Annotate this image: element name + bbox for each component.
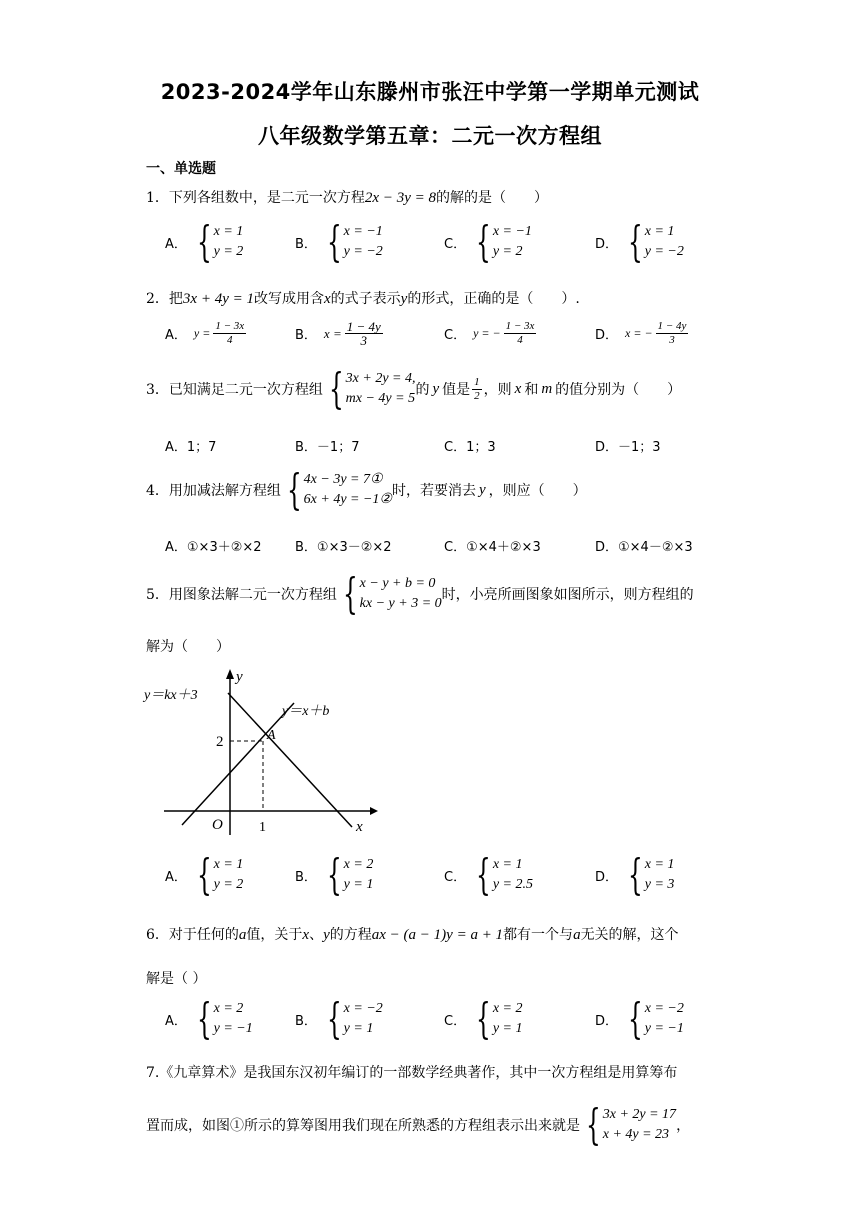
tick-x-1: 1: [259, 820, 266, 835]
question-6-line2: 解是（ ）: [146, 971, 207, 987]
q4-option-c[interactable]: C．①×4＋②×3: [444, 540, 541, 555]
q5-graph: [140, 665, 380, 845]
q5-option-c[interactable]: C． { x = 1 y = 2.5: [444, 850, 533, 899]
q3-option-b[interactable]: B．－1；7: [295, 440, 360, 455]
q1-option-b[interactable]: B． { x = −1 y = −2: [295, 217, 383, 266]
q3-option-c[interactable]: C．1；3: [444, 440, 496, 455]
q4-option-d[interactable]: D．①×4－②×3: [595, 540, 693, 555]
question-7-line1: 7.《九章算术》是我国东汉初年编订的一部数学经典著作，其中一次方程组是用算筹布: [146, 1065, 678, 1081]
q1-option-c[interactable]: C． { x = −1 y = 2: [444, 217, 532, 266]
q2-option-a[interactable]: A． y = $\frac{1 - 3x}{4}$: [165, 320, 245, 346]
question-3-stem: 3．已知满足二元一次方程组 { 3x + 2y = 4, mx − 4y = 5 的 y 值是 $\frac{1}{2}$ ，则 x 和 m 的值分别为（ ）: [146, 364, 682, 413]
question-7-line2: 置而成，如图①所示的算筹图用我们现在所熟悉的方程组表示出来就是 { 3x + 2y = 17 x + 4y = 23 ，: [146, 1100, 691, 1149]
x-axis-label: x: [356, 819, 363, 835]
q3-option-d[interactable]: D．－1；3: [595, 440, 661, 455]
q5-option-d[interactable]: D． { x = 1 y = 3: [595, 850, 675, 899]
q6-option-c[interactable]: C． { x = 2 y = 1: [444, 994, 523, 1043]
line-x-plus-b: [182, 703, 294, 825]
q3-option-a[interactable]: A．1；7: [165, 440, 217, 455]
question-4-stem: 4．用加减法解方程组 { 4x − 3y = 7① 6x + 4y = −1② 时，若要消去 y ，则应（ ）: [146, 465, 587, 514]
q1-option-d[interactable]: D． { x = 1 y = −2: [595, 217, 684, 266]
question-2-stem: 2．把3x + 4y = 1改写成用含x的式子表示y的形式，正确的是（ ）.: [146, 291, 580, 307]
label-kx3: y＝kx＋3: [144, 688, 198, 703]
q4-option-b[interactable]: B．①×3－②×2: [295, 540, 392, 555]
q2-option-b[interactable]: B． x = $\frac{1 - 4y}{3}$: [295, 319, 381, 348]
doc-title-line1: 2023-2024学年山东滕州市张汪中学第一学期单元测试: [160, 80, 700, 104]
q2-option-d[interactable]: D． x = − $\frac{1 - 4y}{3}$: [595, 320, 687, 346]
x-axis-arrow: [370, 807, 378, 815]
doc-title-line2: 八年级数学第五章：二元一次方程组: [258, 124, 602, 148]
q1-option-a[interactable]: A． { x = 1 y = 2: [165, 217, 244, 266]
question-1-stem: 1．下列各组数中，是二元一次方程2x − 3y = 8的解的是（ ）: [146, 190, 548, 206]
question-5-line2: 解为（ ）: [146, 639, 230, 655]
section-heading: 一、单选题: [146, 161, 216, 177]
y-axis-arrow: [226, 669, 234, 679]
q6-option-d[interactable]: D． { x = −2 y = −1: [595, 994, 684, 1043]
q2-option-c[interactable]: C． y = − $\frac{1 - 3x}{4}$: [444, 320, 535, 346]
q5-option-a[interactable]: A． { x = 1 y = 2: [165, 850, 244, 899]
q4-option-a[interactable]: A．①×3＋②×2: [165, 540, 262, 555]
question-5-stem: 5．用图象法解二元一次方程组 { x − y + b = 0 kx − y + 3 = 0 时，小亮所画图象如图所示，则方程组的: [146, 569, 694, 618]
question-6-stem: 6．对于任何的a值，关于x、y的方程ax − (a − 1)y = a + 1都有一个与a无关的解，这个: [146, 927, 679, 943]
y-axis-label: y: [236, 669, 243, 685]
label-xb: y＝x＋b: [282, 704, 330, 719]
origin-label: O: [212, 817, 223, 833]
q5-option-b[interactable]: B． { x = 2 y = 1: [295, 850, 374, 899]
q6-option-b[interactable]: B． { x = −2 y = 1: [295, 994, 383, 1043]
q6-option-a[interactable]: A． { x = 2 y = −1: [165, 994, 253, 1043]
point-a-label: A: [267, 728, 276, 743]
tick-y-2: 2: [216, 734, 224, 750]
